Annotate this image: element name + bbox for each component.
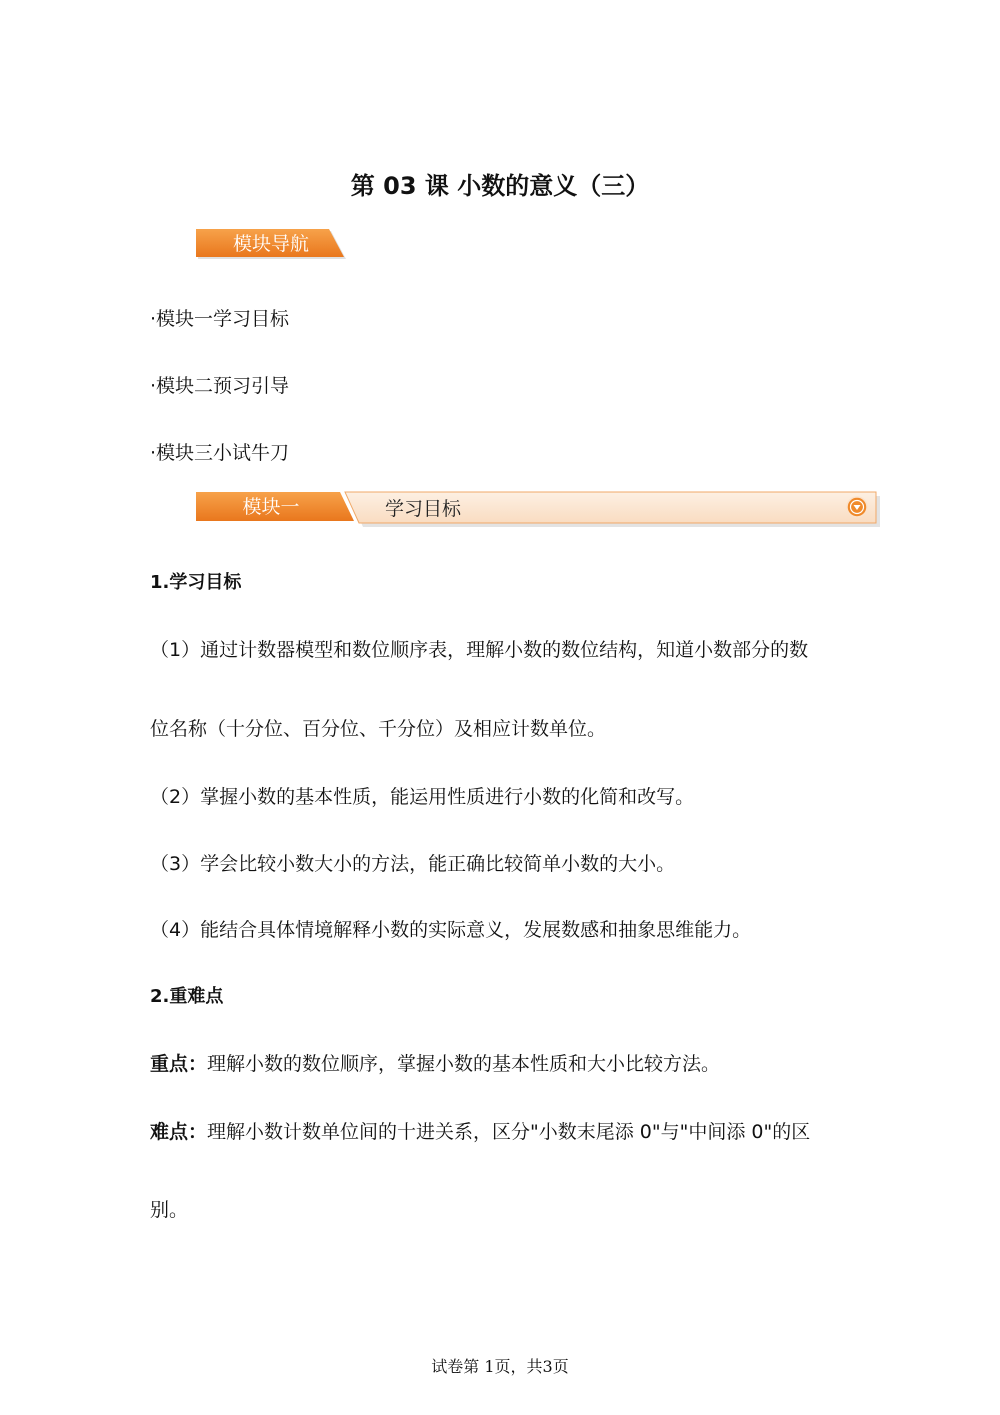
goal-item-3: （3）学会比较小数大小的方法，能正确比较简单小数的大小。 — [150, 853, 676, 875]
page-footer: 试卷第 1页，共3页 — [431, 1357, 569, 1376]
goal-item-4: （4）能结合具体情境解释小数的实际意义，发展数感和抽象思维能力。 — [150, 919, 752, 941]
module-title: 学习目标 — [385, 498, 462, 520]
nav-item-module-1[interactable]: ·模块一学习目标 — [150, 308, 290, 330]
module-label: 模块一 — [242, 496, 300, 518]
key-point-line — [150, 1050, 850, 1078]
difficulty-text: 理解小数计数单位间的十进关系，区分"小数末尾添 0"与"中间添 0"的区 — [207, 1121, 811, 1143]
difficulty-label: 难点： — [150, 1121, 208, 1143]
goal-item-1: （1）通过计数器模型和数位顺序表，理解小数的数位结构，知道小数部分的数 — [150, 639, 809, 661]
nav-item-module-2[interactable]: ·模块二预习引导 — [150, 375, 290, 397]
page-title: 第 03 课 小数的意义（三） — [350, 172, 650, 200]
key-point-text: 理解小数的数位顺序，掌握小数的基本性质和大小比较方法。 — [207, 1053, 721, 1075]
difficulty-line-continued: 别。 — [150, 1199, 189, 1221]
chevron-down-circle-icon[interactable] — [846, 496, 868, 518]
nav-banner-label: 模块导航 — [232, 233, 309, 255]
goal-item-2: （2）掌握小数的基本性质，能运用性质进行小数的化简和改写。 — [150, 786, 695, 808]
nav-item-module-3[interactable]: ·模块三小试牛刀 — [150, 442, 290, 464]
difficulty-line — [150, 1118, 850, 1146]
goal-item-1-continued: 位名称（十分位、百分位、千分位）及相应计数单位。 — [150, 718, 607, 740]
section-heading-goals: 1.学习目标 — [150, 572, 242, 593]
section-heading-key-points: 2.重难点 — [150, 986, 224, 1007]
key-point-label: 重点： — [150, 1053, 208, 1075]
